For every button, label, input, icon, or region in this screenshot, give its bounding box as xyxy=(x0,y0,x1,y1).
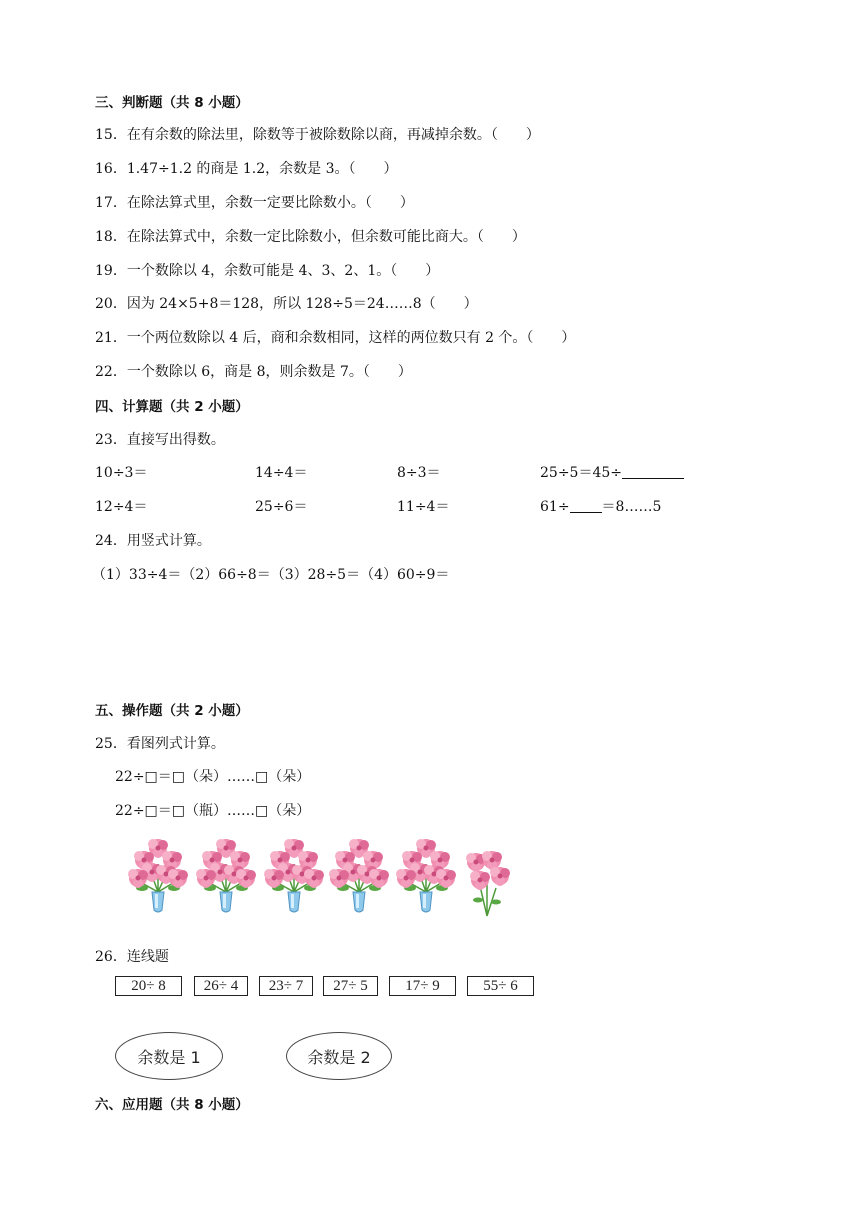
answer-blank[interactable] xyxy=(570,499,602,513)
calc-25-div-5 xyxy=(540,462,684,482)
section-3-title: 三、判断题（共 8 小题） xyxy=(95,95,249,111)
calc-61-div xyxy=(540,496,661,516)
flower-vase-icon xyxy=(128,834,190,916)
question-19: 19．一个数除以 4，余数可能是 4、3、2、1。（ ） xyxy=(95,263,440,279)
answer-blank[interactable] xyxy=(622,465,684,479)
equation-vases: 22÷□＝□（瓶）……□（朵） xyxy=(115,803,311,819)
calc-25-div-6: 25÷6＝ xyxy=(255,499,308,515)
question-21: 21．一个两位数除以 4 后，商和余数相同，这样的两位数只有 2 个。（ ） xyxy=(95,330,576,346)
calc-8-div-3: 8÷3＝ xyxy=(397,465,441,481)
calc-10-div-3: 10÷3＝ xyxy=(95,465,148,481)
expr-box-23-div-7[interactable]: 23÷ 7 xyxy=(259,976,313,996)
loose-flowers-icon xyxy=(462,848,512,918)
equation-flowers: 22÷□＝□（朵）……□（朵） xyxy=(115,769,311,785)
oval-remainder-1[interactable]: 余数是 1 xyxy=(115,1032,223,1080)
calc-25-div-5-text: 25÷5＝45÷ xyxy=(540,465,622,481)
expr-box-17-div-9[interactable]: 17÷ 9 xyxy=(389,976,456,996)
question-23: 23．直接写出得数。 xyxy=(95,432,225,448)
question-18: 18．在除法算式中，余数一定比除数小，但余数可能比商大。（ ） xyxy=(95,229,526,245)
question-24: 24．用竖式计算。 xyxy=(95,533,211,549)
section-6-title: 六、应用题（共 8 小题） xyxy=(95,1097,249,1113)
expr-box-55-div-6[interactable]: 55÷ 6 xyxy=(467,976,534,996)
section-4-title: 四、计算题（共 2 小题） xyxy=(95,399,249,415)
calc-14-div-4: 14÷4＝ xyxy=(255,465,308,481)
calc-11-div-4: 11÷4＝ xyxy=(397,499,450,515)
expr-box-26-div-4[interactable]: 26÷ 4 xyxy=(194,976,248,996)
flower-vase-icon xyxy=(264,834,326,916)
question-17: 17．在除法算式里，余数一定要比除数小。（ ） xyxy=(95,195,414,211)
question-25: 25．看图列式计算。 xyxy=(95,736,225,752)
expr-box-27-div-5[interactable]: 27÷ 5 xyxy=(323,976,378,996)
oval-remainder-2[interactable]: 余数是 2 xyxy=(286,1032,392,1080)
expr-box-20-div-8[interactable]: 20÷ 8 xyxy=(115,976,182,996)
flower-vase-icon xyxy=(329,834,391,916)
calc-61-div-text-b: ＝8……5 xyxy=(601,499,662,515)
question-26: 26．连线题 xyxy=(95,949,169,965)
calc-61-div-text-a: 61÷ xyxy=(540,499,570,515)
question-20: 20．因为 24×5+8＝128，所以 128÷5＝24……8（ ） xyxy=(95,296,478,312)
section-5-title: 五、操作题（共 2 小题） xyxy=(95,703,249,719)
flower-vase-icon xyxy=(196,834,258,916)
question-15: 15．在有余数的除法里，除数等于被除数除以商，再减掉余数。（ ） xyxy=(95,127,540,143)
calc-12-div-4: 12÷4＝ xyxy=(95,499,148,515)
question-22: 22．一个数除以 6，商是 8，则余数是 7。（ ） xyxy=(95,364,412,380)
question-24-items: （1）33÷4＝（2）66÷8＝（3）28÷5＝（4）60÷9＝ xyxy=(92,567,450,583)
question-16: 16．1.47÷1.2 的商是 1.2，余数是 3。（ ） xyxy=(95,161,398,177)
flower-vase-icon xyxy=(396,834,458,916)
